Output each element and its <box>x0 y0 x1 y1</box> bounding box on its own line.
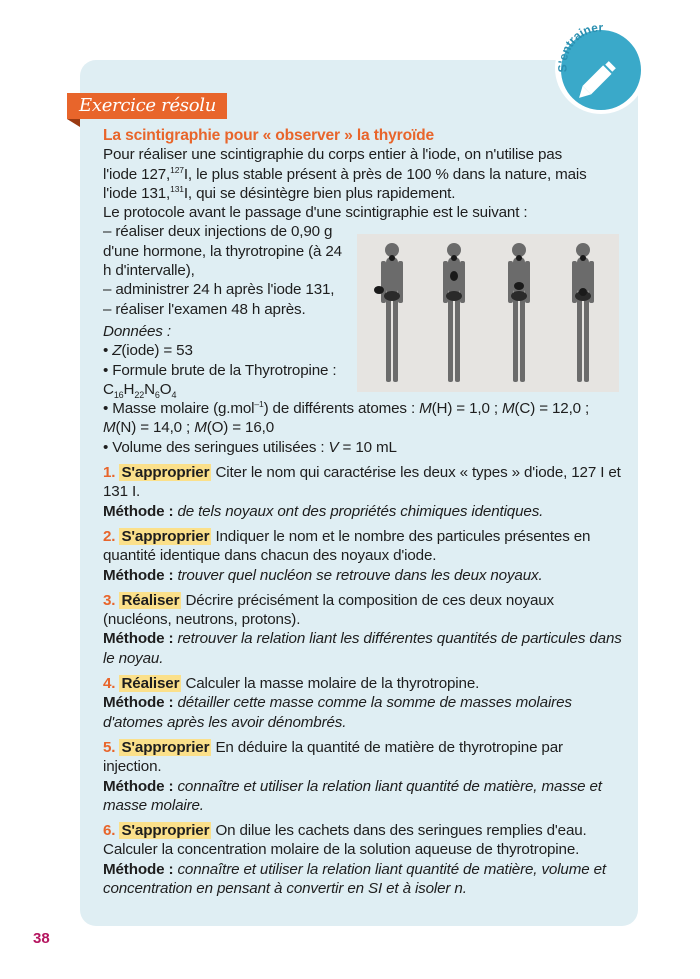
data-masses: • Masse molaire (g.mol$^{-1}$) de différents atomes : M(H) = 1,0 ; M(C) = 12,0 ; <box>103 399 590 418</box>
data-volume: • Volume des seringues utilisées : V = 10 mL <box>103 438 397 456</box>
protocol-item: – réaliser l'examen 48 h après. <box>103 300 306 318</box>
question-4: 4. Réaliser Calculer la masse molaire de la thyrotropine. Méthode : détailler cette masse comme la somme de masses molaires d'atomes après les avoir dénombrés. <box>103 675 572 731</box>
intro-line: Pour réaliser une scintigraphie du corps entier à l'iode, on n'utilise pas <box>103 146 563 164</box>
data-masses-cont: M(N) = 14,0 ; M(O) = 16,0 <box>103 419 274 437</box>
exercise-content <box>103 126 623 898</box>
badge-label: S'entrainer <box>555 20 604 73</box>
skill-tag: S'approprier <box>121 738 210 756</box>
skill-tag: S'approprier <box>121 527 210 545</box>
intro-line: Le protocole avant le passage d'une scintigraphie est le suivant : <box>103 204 528 222</box>
sentrainer-badge <box>553 20 649 116</box>
question-2: 2. S'approprier Indiquer le nom et le nombre des particules présentes en quantité identique dans chacun des noyaux d'iode. Méthode : trouver quel nucléon se retrouve dans les deux noyaux. <box>103 527 591 584</box>
ribbon-fold <box>67 119 80 127</box>
intro-line: l'iode 131,$^{131}$I, qui se désintègre bien plus rapidement. <box>103 183 456 202</box>
data-formula: $C_{16}H_{22}N_6O_4$ <box>103 380 177 400</box>
skill-tag: Réaliser <box>121 675 180 693</box>
data-z: • Z(iode) = 53 <box>103 342 193 360</box>
protocol-item: – réaliser deux injections de 0,90 g d'une hormone, la thyrotropine (à 24 h d'intervalle), <box>103 223 342 280</box>
exercise-ribbon: Exercice résolu <box>67 93 227 119</box>
data-formula-label: • Formule brute de la Thyrotropine : <box>103 361 337 379</box>
skill-tag: S'approprier <box>121 822 210 840</box>
exercise-title: La scintigraphie pour « observer » la thyroïde <box>103 127 435 144</box>
protocol-list <box>103 222 351 399</box>
protocol-item: – administrer 24 h après l'iode 131, <box>103 281 335 299</box>
skill-tag: S'approprier <box>121 464 210 482</box>
question-3: 3. Réaliser Décrire précisément la composition de ces deux noyaux (nucléons, neutrons, protons). Méthode : retrouver la relation liant les différentes quantités de particules dans le noyau. <box>103 591 622 667</box>
skill-tag: Réaliser <box>121 591 180 609</box>
question-6: 6. S'approprier On dilue les cachets dans des seringues remplies d'eau. Calculer la concentration molaire de la solution aqueuse de thyrotropine. Méthode : connaître et utiliser la relation liant quantité de matière, volume et concentration en pensant à convertir en SI et à isoler n. <box>103 822 606 897</box>
data-heading: Données : <box>103 322 171 340</box>
question-1: 1. S'approprier Citer le nom qui caractérise les deux « types » d'iode, 127 I et 131 I. Méthode : de tels noyaux ont des propriétés chimiques identiques. <box>103 464 621 520</box>
page-number: 38 <box>33 930 50 947</box>
intro-line: l'iode 127,$^{127}$I, le plus stable présent à près de 100 % dans la nature, mais <box>103 164 587 183</box>
question-5: 5. S'approprier En déduire la quantité de matière de thyrotropine par injection. Méthode : connaître et utiliser la relation liant quantité de matière, masse et masse molaire. <box>103 738 602 814</box>
